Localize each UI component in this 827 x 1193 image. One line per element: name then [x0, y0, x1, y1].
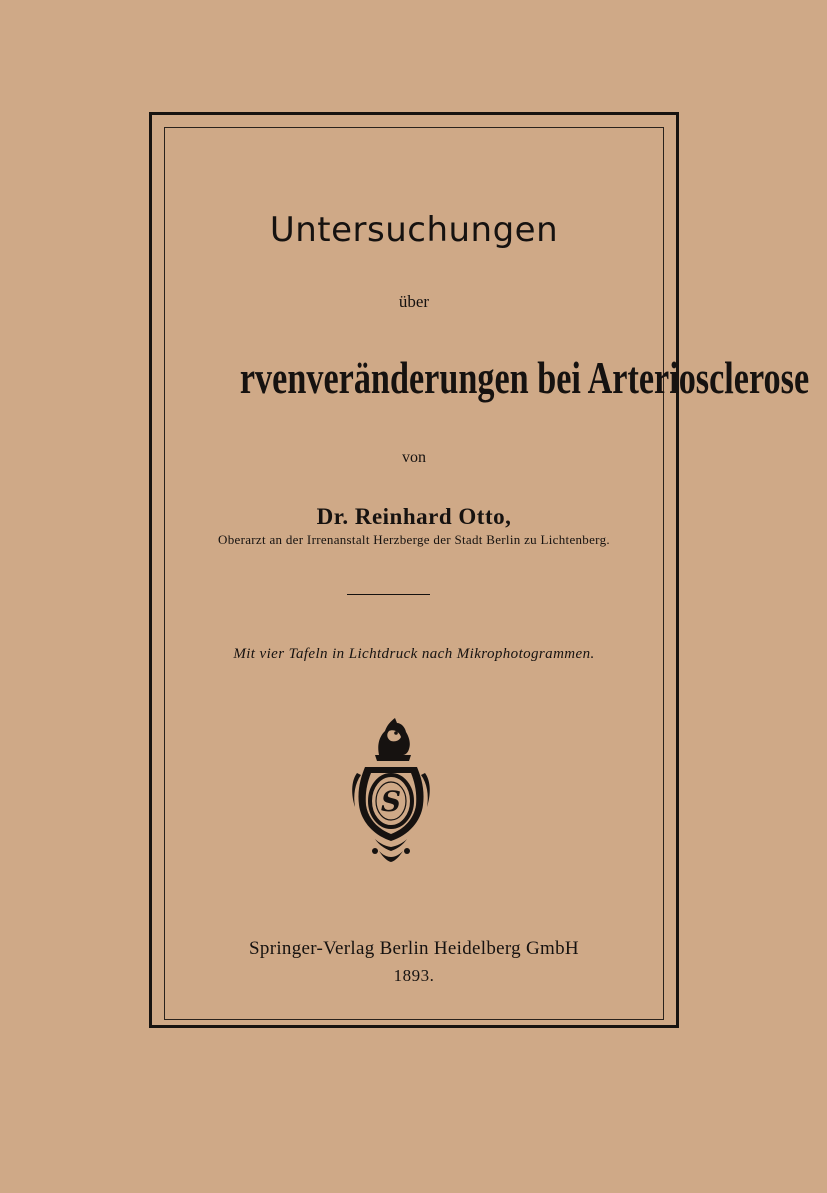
logo-monogram: S [380, 785, 402, 818]
by-label: von [402, 449, 426, 466]
book-subject [150, 353, 810, 403]
author-name: Dr. Reinhard Otto, [316, 504, 512, 529]
plates-note: Mit vier Tafeln in Lichtdruck nach Mikrophotogrammen. [233, 646, 595, 662]
divider-rule [347, 594, 430, 595]
springer-knight-logo-icon [349, 715, 433, 863]
title-connector: über [398, 292, 430, 311]
publication-year: 1893. [393, 966, 435, 985]
book-subject-text: rvenveränderungen bei Arteriosclerose [239, 353, 810, 403]
author-affiliation: Oberarzt an der Irrenanstalt Herzberge der Stadt Berlin zu Lichtenberg. [218, 532, 610, 547]
publisher-name: Springer-Verlag Berlin Heidelberg GmbH [249, 938, 579, 959]
book-title: Untersuchungen [269, 210, 559, 250]
inner-border-frame [164, 127, 664, 1020]
